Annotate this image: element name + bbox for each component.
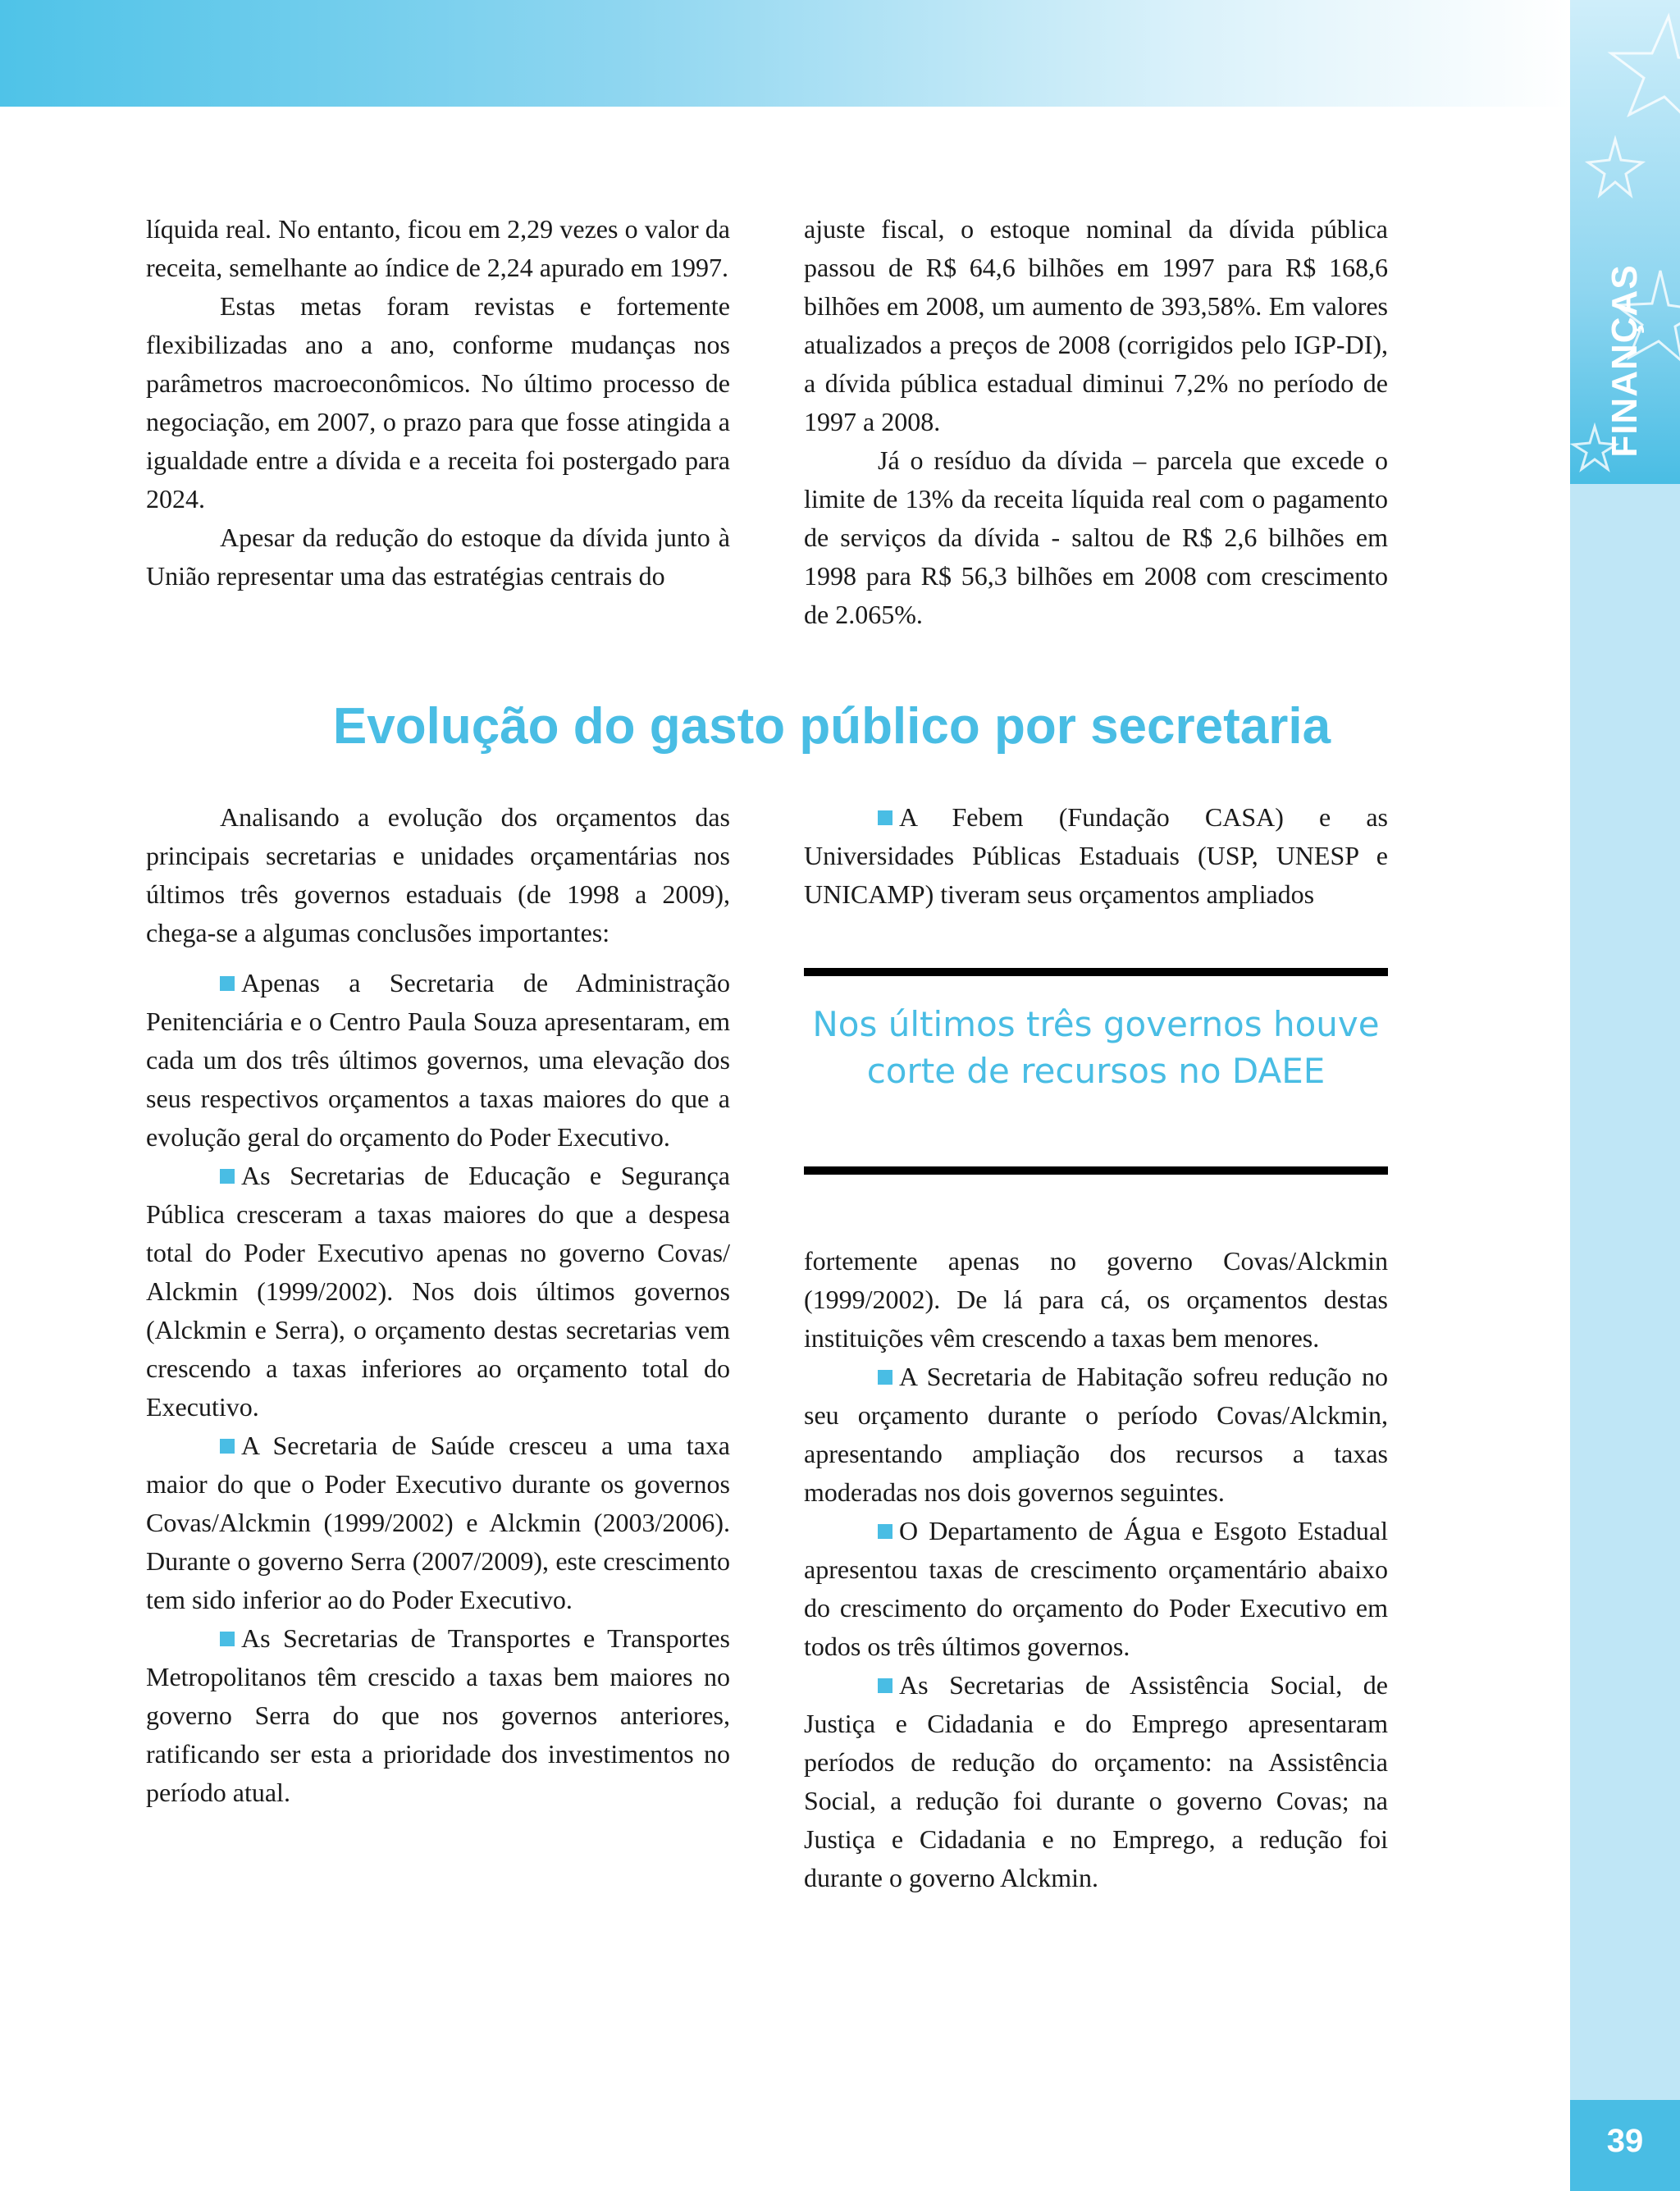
bottom-right-column-bottom (804, 1242, 1388, 1897)
bullet-text: Apenas a Secretaria de Administração Penitenciária e o Centro Paula Souza apresentaram, em cada um dos três últimos governos, uma elevação dos seus respectivos orçamentos a taxas maiores do que a evolução geral do orçamento do Poder Executivo. (146, 968, 730, 1152)
bullet-text: As Secretarias de Educação e Segurança Pública cresceram a taxas maiores do que a despesa total do Poder Executivo apenas no governo Covas/ Alckmin (1999/2002). Nos dois últimos governos (Alckmin e Serra), o orçamento destas secretarias vem crescendo a taxas inferiores ao orçamento total do Executivo. (146, 1161, 730, 1422)
bullet-paragraph (804, 1512, 1388, 1666)
paragraph: Estas metas foram revistas e fortemente flexibilizadas ano a ano, conforme mudanças nos parâmetros macroeconômicos. No último processo de negociação, em 2007, o prazo para que fosse atingida a igualdade entre a dívida e a receita foi postergado para 2024. (146, 291, 730, 514)
section-heading: Evolução do gasto público por secretaria (332, 698, 1331, 755)
bullet-text: A Secretaria de Saúde cresceu a uma taxa maior do que o Poder Executivo durante os governos Covas/Alckmin (1999/2002) e Alckmin (2003/2006). Durante o governo Serra (2007/2009), este crescimento tem sido inferior ao do Poder Executivo. (146, 1431, 730, 1614)
pull-quote-text: Nos últimos três governos houve corte de recursos no DAEE (812, 1004, 1380, 1091)
bullet-icon (220, 1169, 235, 1184)
quote-rule-top (804, 968, 1388, 976)
page-number: 39 (1606, 2123, 1644, 2159)
bullet-text: A Febem (Fundação CASA) e as Universidades Públicas Estaduais (USP, UNESP e UNICAMP) tiveram seus orçamentos ampliados (804, 802, 1388, 909)
bottom-left-column (146, 798, 730, 1812)
header-band (0, 0, 1570, 107)
bullet-text: As Secretarias de Transportes e Transportes Metropolitanos têm crescido a taxas bem maiores no governo Serra do que nos governos anteriores, ratificando ser esta a prioridade dos investimentos no período atual. (146, 1623, 730, 1807)
bullet-paragraph (804, 798, 1388, 914)
bullet-icon (878, 810, 892, 825)
paragraph: ajuste fiscal, o estoque nominal da dívida pública passou de R$ 64,6 bilhões em 1997 para R$ 168,6 bilhões em 2008, um aumento de 393,58%. Em valores atualizados a preços de 2008 (corrigidos pelo IGP-DI), a dívida pública estadual diminui 7,2% no período de 1997 a 2008. (804, 214, 1388, 436)
bullet-text: O Departamento de Água e Esgoto Estadual apresentou taxas de crescimento orçamentário abaixo do crescimento do orçamento do Poder Executivo em todos os três últimos governos. (804, 1516, 1388, 1661)
bullet-icon (878, 1370, 892, 1385)
paragraph: Apesar da redução do estoque da dívida junto à União representar uma das estratégias centrais do (146, 523, 730, 591)
quote-rule-bottom (804, 1166, 1388, 1175)
top-left-column (146, 210, 730, 596)
bullet-paragraph (146, 964, 730, 1157)
pull-quote (804, 968, 1388, 1175)
bullet-paragraph (146, 1619, 730, 1812)
bottom-right-column-top (804, 798, 1388, 914)
paragraph: líquida real. No entanto, ficou em 2,29 vezes o valor da receita, semelhante ao índice de 2,24 apurado em 1997. (146, 214, 730, 282)
bullet-text: A Secretaria de Habitação sofreu redução no seu orçamento durante o período Covas/Alckmin, apresentando ampliação dos recursos a taxas moderadas nos dois governos seguintes. (804, 1362, 1388, 1507)
bullet-paragraph (804, 1666, 1388, 1897)
bullet-paragraph (146, 1157, 730, 1426)
paragraph: fortemente apenas no governo Covas/Alckmin (1999/2002). De lá para cá, os orçamentos destas instituições vêm crescendo a taxas bem menores. (804, 1246, 1388, 1353)
paragraph: Já o resíduo da dívida – parcela que excede o limite de 13% da receita líquida real com o pagamento de serviços da dívida - saltou de R$ 2,6 bilhões em 1998 para R$ 56,3 bilhões em 2008 com crescimento de 2.065%. (804, 445, 1388, 629)
bullet-text: As Secretarias de Assistência Social, de Justiça e Cidadania e do Emprego apresentaram períodos de redução do orçamento: na Assistência Social, a redução foi durante o governo Covas; na Justiça e Cidadania e no Emprego, a redução foi durante o governo Alckmin. (804, 1670, 1388, 1892)
bullet-icon (220, 1439, 235, 1454)
top-right-column (804, 210, 1388, 634)
section-label: FINANÇAS (1605, 264, 1645, 458)
bullet-icon (878, 1524, 892, 1539)
bullet-paragraph (804, 1358, 1388, 1512)
bullet-icon (220, 1632, 235, 1646)
bullet-icon (220, 976, 235, 991)
paragraph: Analisando a evolução dos orçamentos das principais secretarias e unidades orçamentárias nos últimos três governos estaduais (de 1998 a 2009), chega-se a algumas conclusões importantes: (146, 802, 730, 947)
bullet-icon (878, 1678, 892, 1693)
page-number-box (1570, 2100, 1680, 2191)
bullet-paragraph (146, 1426, 730, 1619)
